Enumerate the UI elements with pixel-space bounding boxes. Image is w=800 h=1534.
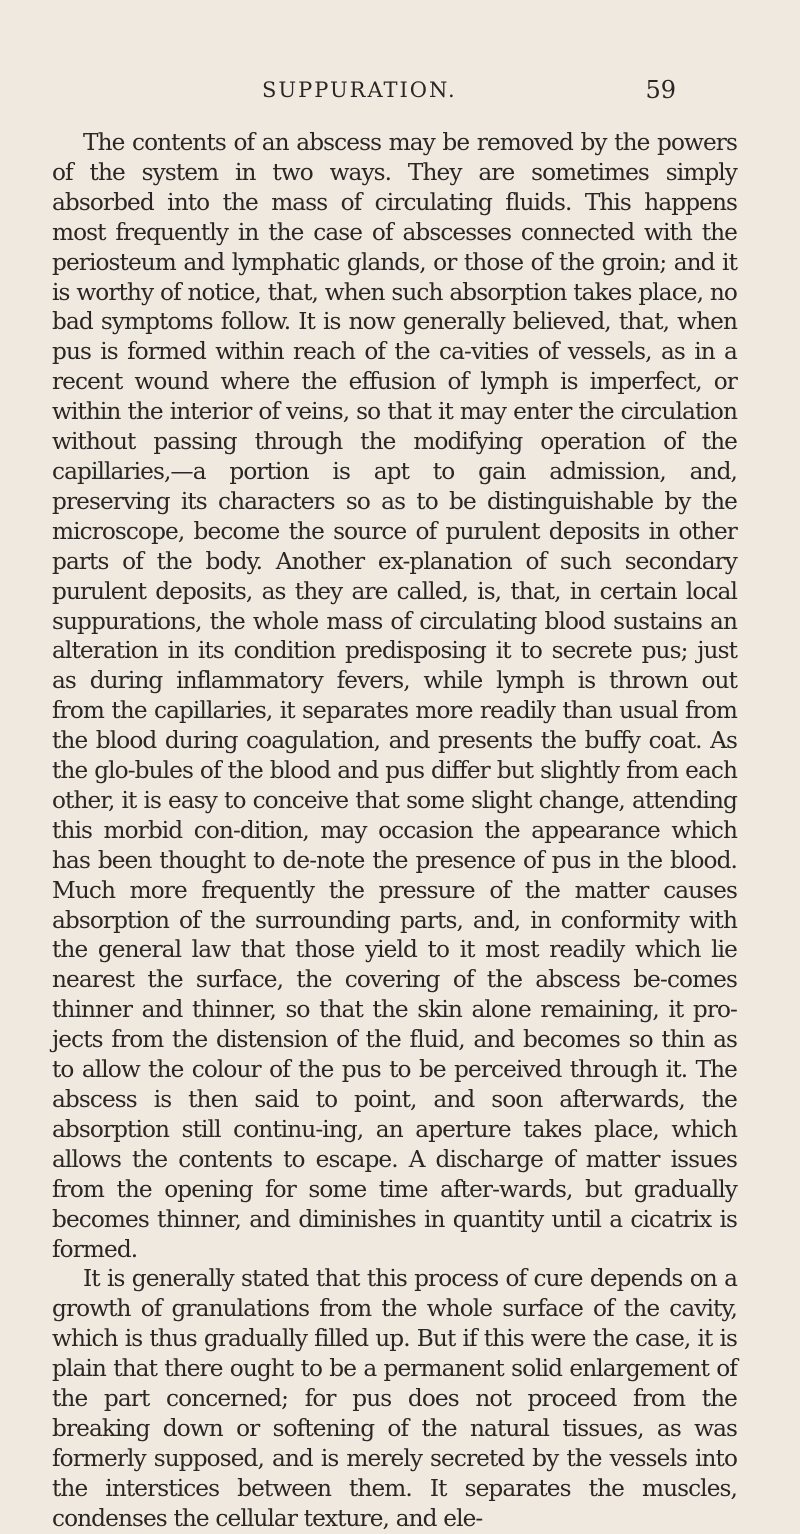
running-title: SUPPURATION. [262,78,457,102]
body-text [52,128,737,1534]
page-header [0,78,800,108]
page-number: 59 [645,76,676,104]
paragraph: It is generally stated that this process of cure depends on a growth of granulations from the whole surface of the cavity, which is thus gradually filled up. But if this were the case, it is plain that there ought to be a permanent solid enlargement of the part concerned; for pus does not proceed from the breaking down or softening of the natural tissues, as was formerly supposed, and is merely secreted by the vessels into the interstices between them. It separates the muscles, condenses the cellular texture, and ele- [52,1265,737,1532]
paragraph: The contents of an abscess may be removed by the powers of the system in two ways. They are sometimes simply absorbed into the mass of circulating fluids. This happens most frequently in the case of abscesses connected with the periosteum and lymphatic glands, or those of the groin; and it is worthy of notice, that, when such absorption takes place, no bad symptoms follow. It is now generally believed, that, when pus is formed within reach of the ca-vities of vessels, as in a recent wound where the effusion of lymph is imperfect, or within the interior of veins, so that it may enter the circulation without passing through the modifying operation of the capillaries,—a portion is apt to gain admission, and, preserving its characters so as to be distinguishable by the microscope, become the source of purulent deposits in other parts of the body. Another ex-planation of such secondary purulent deposits, as they are called, is, that, in certain local suppurations, the whole mass of circulating blood sustains an alteration in its condition predisposing it to secrete pus; just as during inflammatory fevers, while lymph is thrown out from the capillaries, it separates more readily than usual from the blood during coagulation, and presents the buffy coat. As the glo-bules of the blood and pus differ but slightly from each other, it is easy to conceive that some slight change, attending this morbid con-dition, may occasion the appearance which has been thought to de-note the presence of pus in the blood. Much more frequently the pressure of the matter causes absorption of the surrounding parts, and, in conformity with the general law that those yield to it most readily which lie nearest the surface, the covering of the abscess be-comes thinner and thinner, so that the skin alone remaining, it pro-jects from the distension of the fluid, and becomes so thin as to allow the colour of the pus to be perceived through it. The abscess is then said to point, and soon afterwards, the absorption still continu-ing, an aperture takes place, which allows the contents to escape. A discharge of matter issues from the opening for some time after-wards, but gradually becomes thinner, and diminishes in quantity until a cicatrix is formed. [52,129,737,1263]
